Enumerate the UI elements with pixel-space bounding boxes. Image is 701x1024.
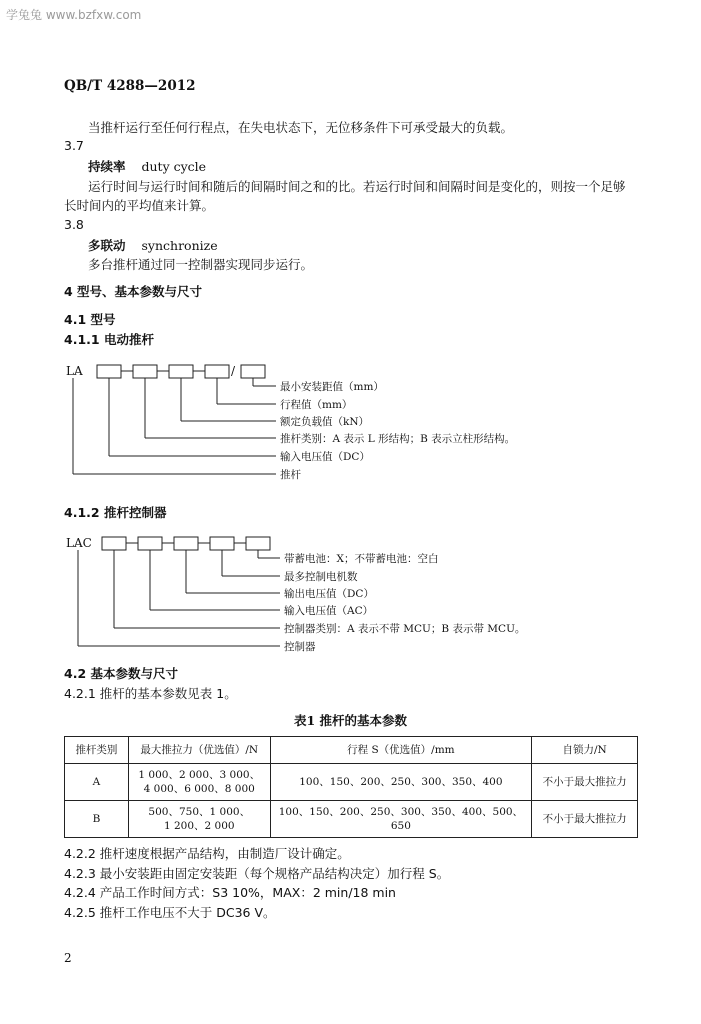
lac-label-motor-count: 最多控制电机数 bbox=[284, 571, 358, 583]
la-label-min-distance: 最小安装距值（mm） bbox=[280, 381, 384, 393]
lac-label-input-voltage: 输入电压值（AC） bbox=[284, 605, 374, 617]
th-stroke: 行程 S（优选值）/mm bbox=[270, 737, 532, 764]
s412-title: 4.1.2 推杆控制器 bbox=[64, 505, 167, 520]
table-row bbox=[65, 764, 638, 801]
lac-box-input-voltage bbox=[138, 537, 162, 550]
la-label-load: 额定负载值（kN） bbox=[280, 416, 370, 428]
p424: 4.2.4 产品工作时间方式：S3 10%，MAX：2 min/18 min bbox=[64, 885, 396, 900]
s38-term-en: synchronize bbox=[141, 238, 218, 253]
s38-def: 多台推杆通过同一控制器实现同步运行。 bbox=[88, 257, 314, 272]
p425: 4.2.5 推杆工作电压不大于 DC36 V。 bbox=[64, 905, 276, 920]
watermark: 学兔兔 www.bzfxw.com bbox=[6, 8, 142, 22]
s4-title: 4 型号、基本参数与尺寸 bbox=[64, 284, 203, 299]
s37-number: 3.7 bbox=[64, 138, 84, 153]
la-label-voltage: 输入电压值（DC） bbox=[280, 451, 370, 463]
standard-header: QB/T 4288—2012 bbox=[64, 78, 196, 94]
th-force: 最大推拉力（优选值）/N bbox=[128, 737, 270, 764]
cell-stroke: 100、150、200、250、300、350、400、500、650 bbox=[270, 801, 532, 838]
s37-term-cn: 持续率 bbox=[88, 159, 126, 174]
page-number: 2 bbox=[64, 951, 72, 965]
la-label-type: 推杆类别：A 表示 L 形结构；B 表示立柱形结构。 bbox=[280, 433, 516, 445]
la-prefix: LA bbox=[66, 364, 83, 378]
cell-type: A bbox=[65, 764, 129, 801]
lac-label-output-voltage: 输出电压值（DC） bbox=[284, 588, 374, 600]
params-table bbox=[64, 736, 638, 838]
s37-term-en: duty cycle bbox=[141, 159, 207, 174]
la-label-stroke: 行程值（mm） bbox=[280, 399, 353, 411]
table-header-row bbox=[65, 737, 638, 764]
la-label-actuator: 推杆 bbox=[280, 469, 301, 481]
table-row bbox=[65, 801, 638, 838]
cell-lock: 不小于最大推拉力 bbox=[532, 764, 638, 801]
lac-label-class: 控制器类别：A 表示不带 MCU；B 表示带 MCU。 bbox=[284, 623, 526, 635]
s37-def-line1: 运行时间与运行时间和随后的间隔时间之和的比。若运行时间和间隔时间是变化的，则按一个足够 bbox=[88, 179, 626, 194]
lac-prefix: LAC bbox=[66, 536, 92, 550]
cell-force-line: 1 200、2 000 bbox=[163, 820, 235, 832]
s38-number: 3.8 bbox=[64, 217, 84, 232]
cell-type: B bbox=[65, 801, 129, 838]
th-type: 推杆类别 bbox=[65, 737, 129, 764]
lac-label-controller: 控制器 bbox=[284, 641, 316, 653]
s41-title: 4.1 型号 bbox=[64, 312, 116, 327]
cell-force-line: 500、750、1 000、 bbox=[148, 806, 251, 818]
s38-term-cn: 多联动 bbox=[88, 238, 126, 253]
cell-force-line: 1 000、2 000、3 000、 bbox=[138, 769, 261, 781]
p422: 4.2.2 推杆速度根据产品结构，由制造厂设计确定。 bbox=[64, 846, 350, 861]
s411-title: 4.1.1 电动推杆 bbox=[64, 332, 154, 347]
cell-force bbox=[128, 801, 270, 838]
p423: 4.2.3 最小安装距由固定安装距（每个规格产品结构决定）加行程 S。 bbox=[64, 866, 450, 881]
s36-text: 当推杆运行至任何行程点，在失电状态下，无位移条件下可承受最大的负载。 bbox=[88, 120, 514, 135]
table-caption: 表1 推杆的基本参数 bbox=[293, 713, 408, 728]
cell-force bbox=[128, 764, 270, 801]
cell-stroke: 100、150、200、250、300、350、400 bbox=[270, 764, 532, 801]
cell-lock: 不小于最大推拉力 bbox=[532, 801, 638, 838]
lac-label-battery: 带蓄电池：X；不带蓄电池：空白 bbox=[284, 553, 439, 565]
lac-box-motor-count bbox=[210, 537, 234, 550]
s42-title: 4.2 基本参数与尺寸 bbox=[64, 666, 178, 681]
la-slash: / bbox=[231, 364, 236, 378]
s37-def-line2: 长时间内的平均值来计算。 bbox=[64, 198, 215, 213]
lac-box-output-voltage bbox=[174, 537, 198, 550]
lac-box-class bbox=[102, 537, 126, 550]
cell-force-line: 4 000、6 000、8 000 bbox=[143, 783, 255, 795]
p421: 4.2.1 推杆的基本参数见表 1。 bbox=[64, 686, 237, 701]
th-lock: 自锁力/N bbox=[532, 737, 638, 764]
lac-box-battery bbox=[246, 537, 270, 550]
